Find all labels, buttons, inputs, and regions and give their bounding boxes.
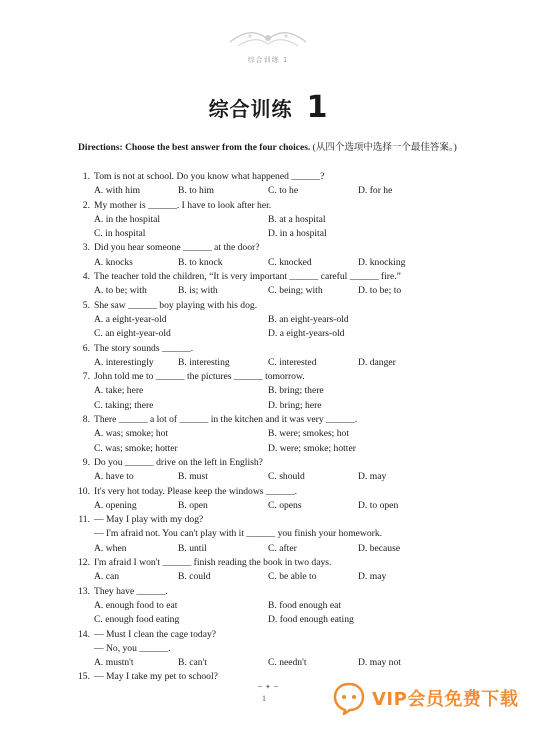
answer-option: D. bring; here [268, 399, 322, 411]
question-stem [78, 413, 478, 427]
chat-bubble-icon [332, 681, 366, 715]
answer-option: D. may [358, 471, 387, 483]
answer-option: A. take; here [94, 385, 144, 397]
answer-option: D. danger [358, 356, 396, 368]
answer-option: B. to him [178, 185, 214, 197]
answer-option: D. were; smoke; hotter [268, 442, 356, 454]
answer-option: D. to open [358, 499, 399, 511]
question-stem [78, 370, 478, 384]
option-row [78, 399, 478, 413]
answer-option: B. must [178, 471, 208, 483]
question-number: 13. [78, 585, 90, 597]
directions-chinese: (从四个选项中选择一个最佳答案。) [312, 143, 457, 153]
option-row [78, 442, 478, 456]
answer-option: D. a eight-years-old [268, 328, 345, 340]
directions-text: Choose the best answer from the four choices. [125, 143, 311, 153]
question-stem [78, 513, 478, 527]
option-row [78, 227, 478, 241]
directions [78, 142, 468, 155]
answer-option: A. mustn't [94, 657, 134, 669]
answer-option: C. needn't [268, 657, 307, 669]
question-text: Do you ______ drive on the left in English? [94, 456, 263, 468]
option-row [78, 599, 478, 613]
answer-option: C. being; with [268, 285, 323, 297]
directions-label: Directions: [78, 143, 123, 153]
answer-option: D. may [358, 571, 387, 583]
answer-option: C. to he [268, 185, 299, 197]
answer-option: D. may not [358, 657, 401, 669]
question-text: John told me to ______ the pictures ______ tomorrow. [94, 371, 305, 383]
question-number: 1. [82, 171, 90, 182]
page-number: 1 [262, 694, 266, 703]
answer-option: A. interestingly [94, 356, 154, 368]
answer-option: D. knocking [358, 256, 406, 268]
question-number: 3. [82, 242, 90, 254]
answer-option: C. enough food eating [94, 614, 180, 626]
answer-option: B. an eight-years-old [268, 313, 349, 325]
answer-option: B. could [178, 571, 211, 583]
question-stem [78, 270, 478, 284]
answer-option: B. bring; there [268, 385, 324, 397]
question-number: 14. [78, 628, 90, 640]
question-text: Tom is not at school. Do you know what happened ______? [94, 171, 325, 182]
answer-option: B. were; smokes; hot [268, 428, 350, 440]
answer-option: C. an eight-year-old [94, 328, 171, 340]
option-row [78, 313, 478, 327]
question-text: My mother is ______. I have to look after her. [94, 199, 272, 211]
floral-ornament-icon [220, 26, 316, 56]
answer-option: C. should [268, 471, 305, 483]
page-title [0, 90, 536, 125]
answer-option: B. food enough eat [268, 599, 342, 611]
answer-option: A. to be; with [94, 285, 147, 297]
question-number: 2. [82, 199, 90, 211]
question-text: There ______ a lot of ______ in the kitchen and it was very ______. [94, 414, 358, 426]
answer-option: C. in hospital [94, 228, 146, 240]
question-text: The teacher told the children, “It is very important ______ careful ______ fire.” [94, 271, 401, 283]
answer-option: B. to knock [178, 256, 223, 268]
question-number: 8. [82, 414, 90, 426]
answer-option: B. at a hospital [268, 213, 326, 225]
answer-option: D. food enough eating [268, 614, 354, 626]
question-text: — May I take my pet to school? [94, 671, 218, 683]
option-row [78, 499, 478, 513]
question-number: 10. [78, 485, 90, 497]
answer-option: C. opens [268, 499, 302, 511]
question-stem [78, 456, 478, 470]
question-stem [78, 299, 478, 313]
question-dialog-line: — No, you ______. [94, 642, 171, 654]
question-stem [78, 170, 478, 184]
option-row [78, 427, 478, 441]
question-list [78, 170, 478, 685]
answer-option: C. interested [268, 356, 317, 368]
question-stem [78, 556, 478, 570]
option-row [78, 184, 478, 198]
header-label: 综合训练 1 [247, 56, 289, 64]
option-row [78, 384, 478, 398]
question-stem [78, 199, 478, 213]
answer-option: D. to be; to [358, 285, 402, 297]
option-row [78, 284, 478, 298]
answer-option: D. for he [358, 185, 393, 197]
option-row [78, 213, 478, 227]
answer-option: C. after [268, 542, 297, 554]
answer-option: A. have to [94, 471, 134, 483]
option-row [78, 613, 478, 627]
option-row [78, 256, 478, 270]
question-number: 4. [82, 271, 90, 283]
question-number: 11. [78, 514, 90, 526]
answer-option: A. opening [94, 499, 137, 511]
option-row [78, 542, 478, 556]
answer-option: A. a eight-year-old [94, 313, 167, 325]
answer-option: B. open [178, 499, 208, 511]
question-text: — Must I clean the cage today? [94, 628, 217, 640]
watermark-text: VIP会员免费下载 [372, 689, 519, 710]
answer-option: C. taking; there [94, 399, 154, 411]
option-row [78, 656, 478, 670]
vip-watermark[interactable] [332, 676, 532, 720]
question-number: 9. [82, 456, 90, 468]
question-stem [78, 628, 478, 642]
answer-option: D. because [358, 542, 401, 554]
question-dialog-line: — I'm afraid not. You can't play with it ______ you finish your homework. [94, 528, 383, 540]
question-stem [78, 485, 478, 499]
option-row [78, 327, 478, 341]
question-stem [78, 342, 478, 356]
option-row [78, 570, 478, 584]
question-text: It's very hot today. Please keep the windows ______. [94, 485, 298, 497]
question-text: They have ______. [94, 585, 168, 597]
question-text: The story sounds ______. [94, 342, 194, 354]
question-text: She saw ______ boy playing with his dog. [94, 299, 258, 311]
question-text: I'm afraid I won't ______ finish reading the book in two days. [94, 557, 332, 569]
answer-option: B. is; with [178, 285, 218, 297]
answer-option: B. interesting [178, 356, 230, 368]
question-text: — May I play with my dog? [94, 514, 204, 526]
option-row [78, 356, 478, 370]
question-number: 12. [78, 557, 90, 569]
option-row [78, 470, 478, 484]
question-number: 6. [82, 342, 90, 354]
answer-option: A. enough food to eat [94, 599, 178, 611]
answer-option: A. was; smoke; hot [94, 428, 169, 440]
answer-option: C. be able to [268, 571, 317, 583]
answer-option: A. with him [94, 185, 141, 197]
answer-option: D. in a hospital [268, 228, 327, 240]
question-number: 5. [82, 299, 90, 311]
question-text: Did you hear someone ______ at the door? [94, 242, 260, 254]
answer-option: C. was; smoke; hotter [94, 442, 178, 454]
title-number: 1 [306, 90, 328, 125]
question-stem [78, 585, 478, 599]
answer-option: A. knocks [94, 256, 133, 268]
answer-option: A. in the hospital [94, 213, 161, 225]
answer-option: A. when [94, 542, 127, 554]
answer-option: B. until [178, 542, 207, 554]
question-number: 7. [82, 371, 90, 383]
footer-ornament-icon: ~ ✦ ~ [256, 683, 280, 691]
question-stem [78, 241, 478, 255]
answer-option: C. knocked [268, 256, 312, 268]
answer-option: A. can [94, 571, 120, 583]
question-number: 15. [78, 671, 90, 683]
title-text: 综合训练 [208, 97, 293, 121]
answer-option: B. can't [178, 657, 207, 669]
